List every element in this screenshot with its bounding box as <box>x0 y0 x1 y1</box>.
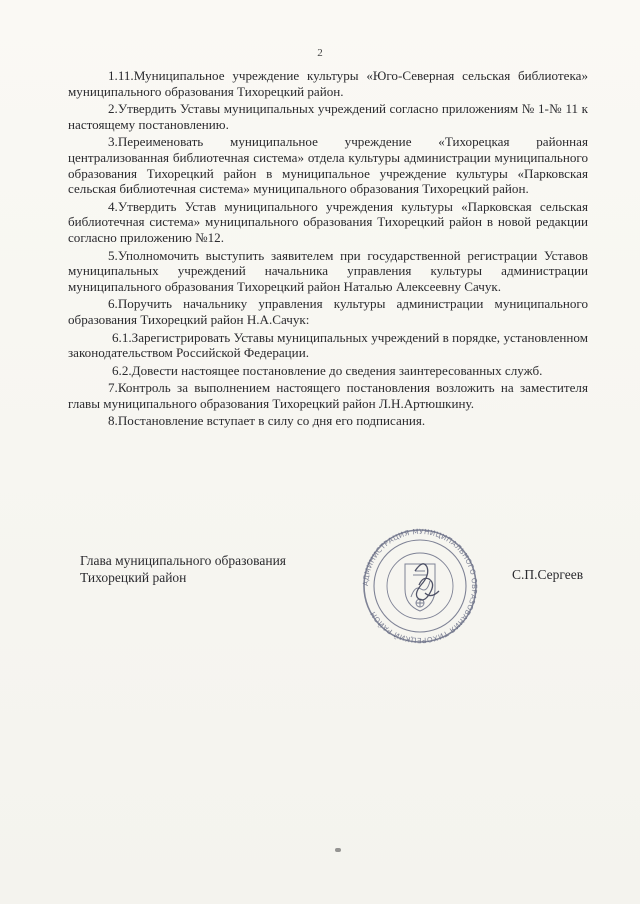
paragraph-6: 6.Поручить начальнику управления культуры администрации муниципального образования Тихорецкий район Н.А.Сачук: <box>68 296 588 327</box>
page-number: 2 <box>317 47 323 59</box>
paragraph-6-1: 6.1.Зарегистрировать Уставы муниципальных учреждений в порядке, установленном законодательством Российской Федерации. <box>68 329 588 361</box>
signatory-title <box>80 552 286 586</box>
paragraph-8: 8.Постановление вступает в силу со дня его подписания. <box>108 413 426 429</box>
seal-outer-text: АДМИНИСТРАЦИЯ МУНИЦИПАЛЬНОГО ОБРАЗОВАНИЯ ТИХОРЕЦКИЙ РАЙОН <box>360 527 480 645</box>
paragraph-7: 7.Контроль за выполнением настоящего постановления возложить на заместителя главы муниципального образования Тихорецкий район Л.Н.Артюшкину. <box>68 380 588 411</box>
document-body <box>68 68 588 431</box>
paper-mark <box>335 848 341 852</box>
paragraph-1-11: 1.11.Муниципальное учреждение культуры «Юго-Северная сельская библиотека» муниципального образования Тихорецкий район. <box>68 68 588 99</box>
official-seal-icon <box>355 527 485 645</box>
signatory-name: С.П.Сергеев <box>512 567 584 582</box>
paragraph-2: 2.Утвердить Уставы муниципальных учреждений согласно приложениям № 1-№ 11 к настоящему постановлению. <box>68 101 588 132</box>
paragraph-5: 5.Уполномочить выступить заявителем при государственной регистрации Уставов муниципальных учреждений начальника управления культуры администрации муниципального образования Тихорецкий район Наталью Алексеевну Сачук. <box>68 247 588 294</box>
signatory-title-line-1: Глава муниципального образования <box>80 553 287 568</box>
paragraph-3: 3.Переименовать муниципальное учреждение «Тихорецкая районная централизованная библиотечная система» отдела культуры администрации муниципального образования Тихорецкий район в муниципальное учреждение культуры «Парковская сельская библиотечная система» муниципального образования Тихорецкий район. <box>68 134 588 197</box>
signatory-title-line-2: Тихорецкий район <box>80 570 187 585</box>
paragraph-4: 4.Утвердить Устав муниципального учреждения культуры «Парковская сельская библиотечная система» муниципального образования Тихорецкий район в новой редакции согласно приложению №12. <box>68 198 588 245</box>
paragraph-6-2: 6.2.Довести настоящее постановление до сведения заинтересованных служб. <box>112 362 543 378</box>
seal-coat-of-arms-icon <box>405 564 435 611</box>
